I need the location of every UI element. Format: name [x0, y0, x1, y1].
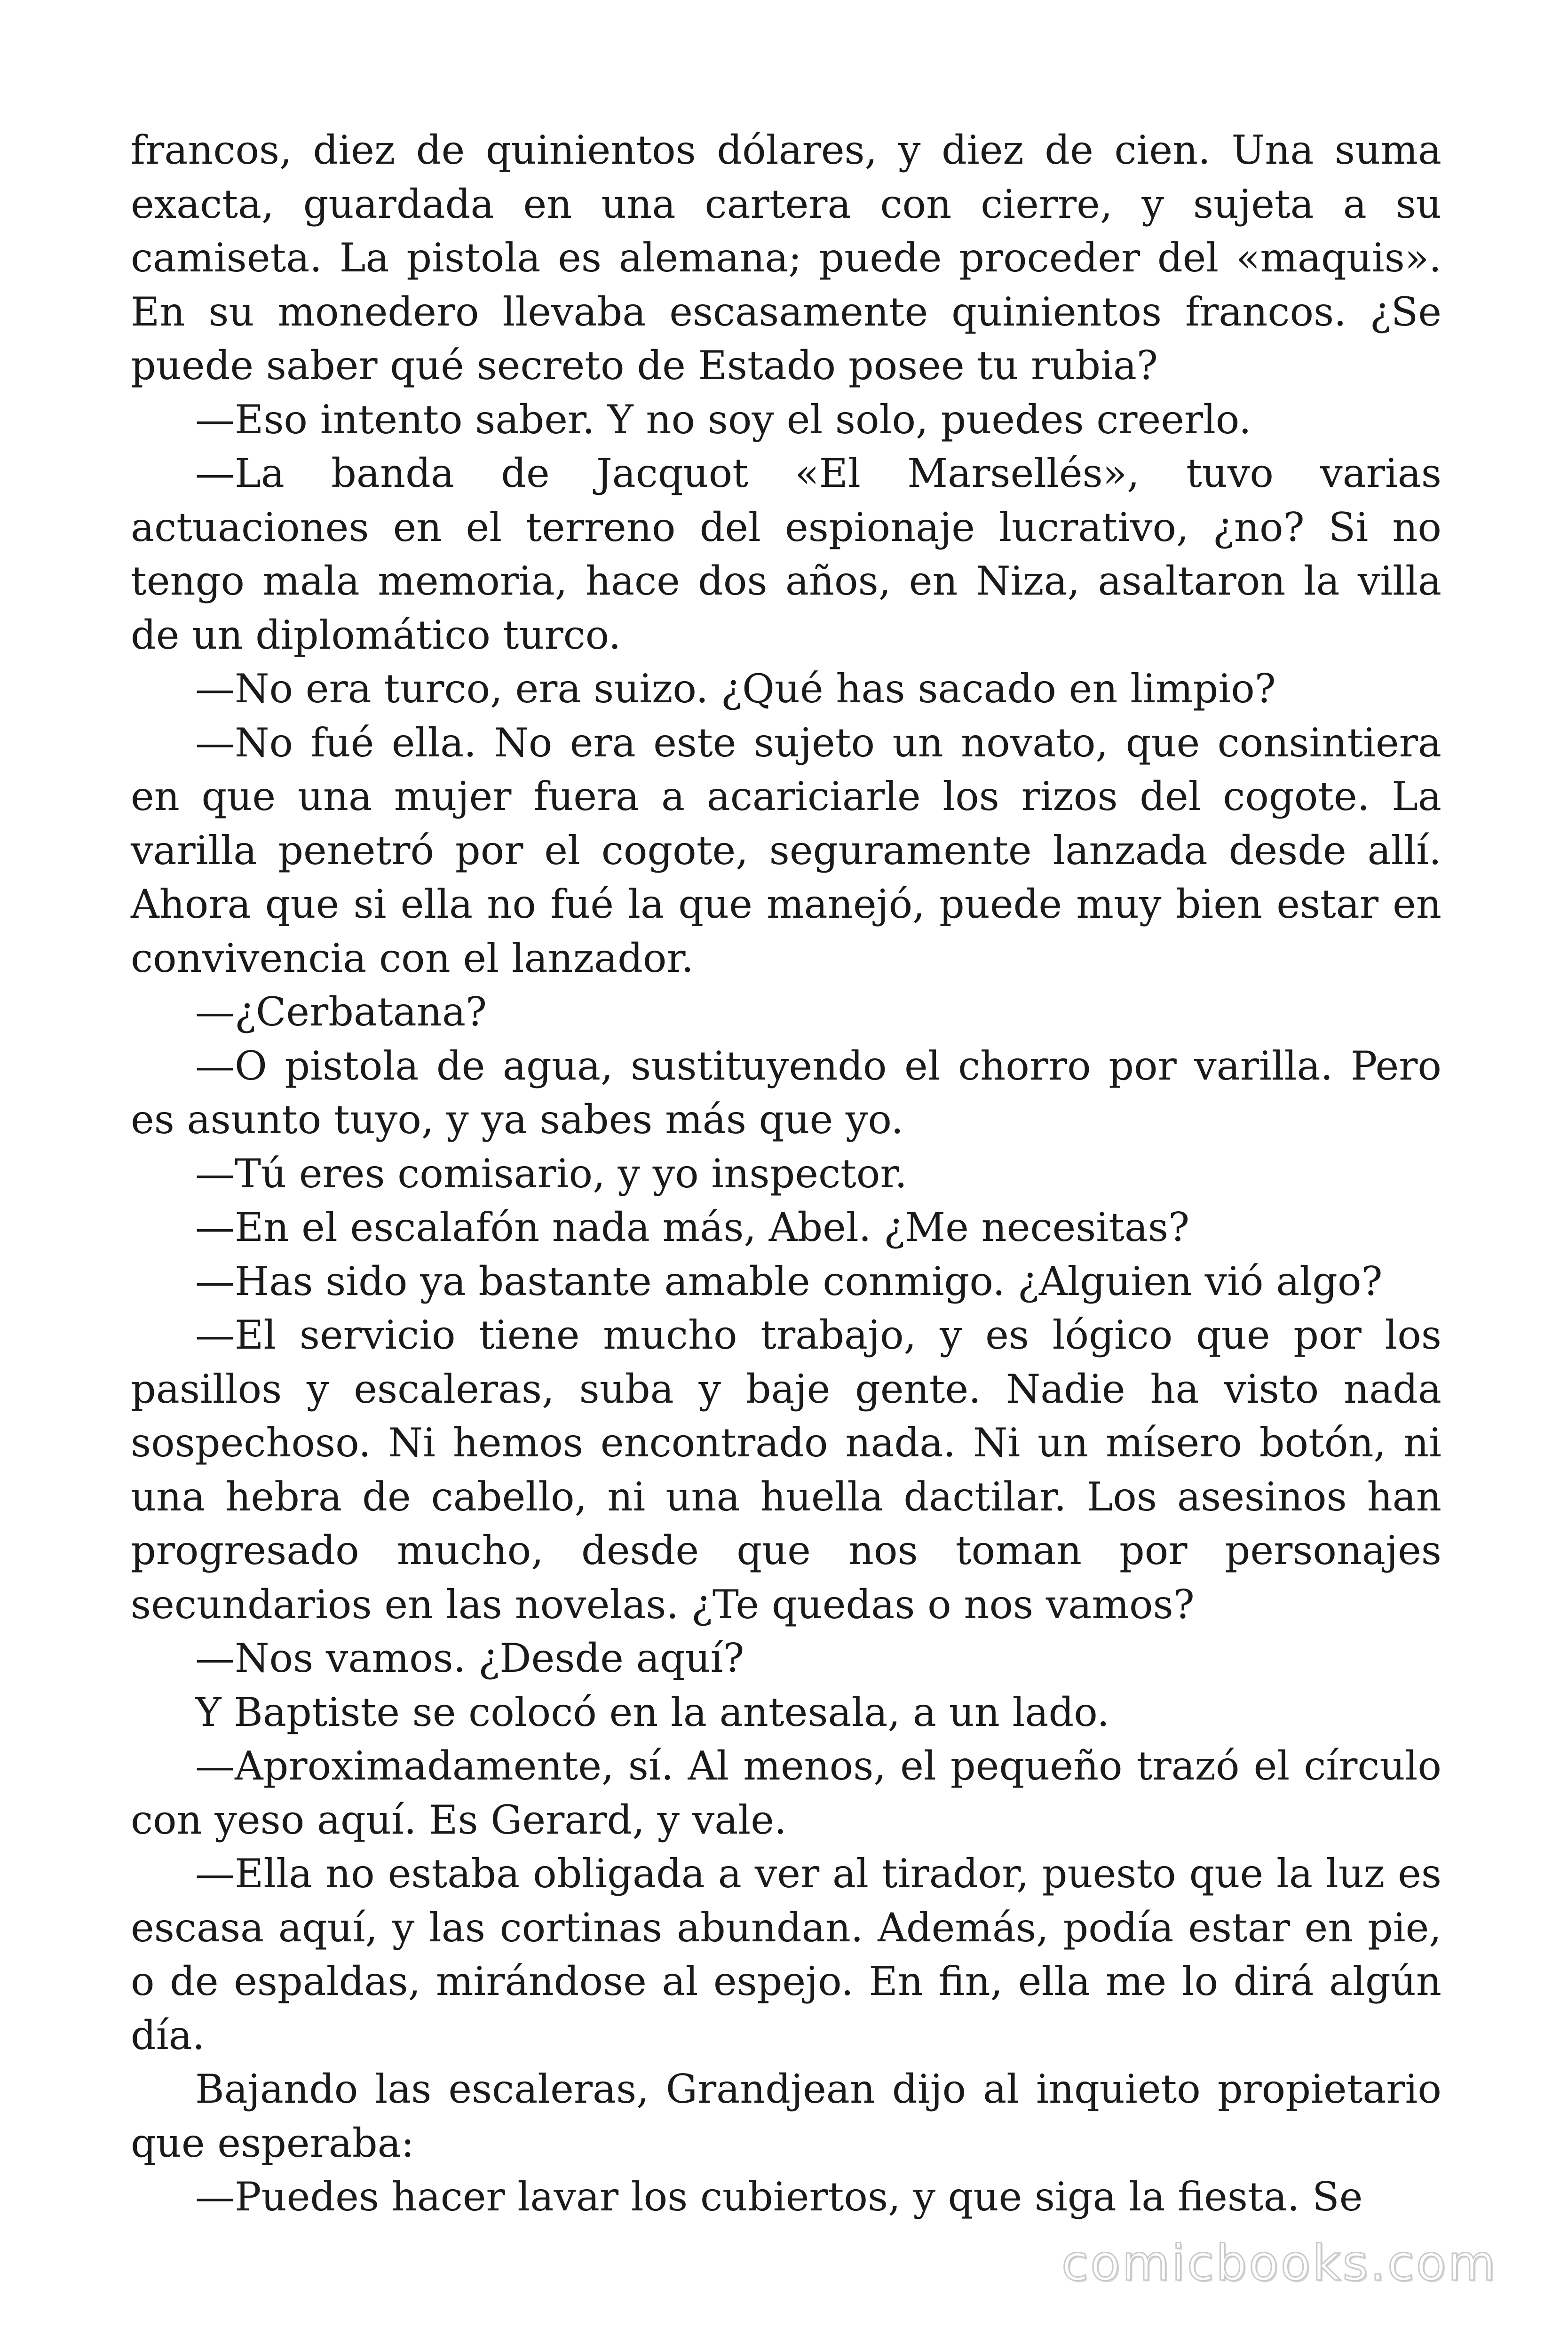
paragraph: —¿Cerbatana? — [195, 989, 487, 1035]
paragraph: —Nos vamos. ¿Desde aquí? — [195, 1635, 744, 1681]
paragraph: —No era turco, era suizo. ¿Qué has sacado en limpio? — [195, 666, 1276, 712]
paragraph: —El servicio tiene mucho trabajo, y es lógico que por los pasillos y escaleras, suba y baje gente. Nadie ha visto nada sospechoso. Ni hemos encontrado nada. Ni un mísero botón, ni una hebra de cabello, ni una huella dactilar. Los asesinos han progresado mucho, desde que nos toman por personajes secundarios en las novelas. ¿Te quedas o nos vamos? — [131, 1312, 1441, 1628]
watermark: comicbooks.com — [1061, 2234, 1497, 2292]
paragraph: —Eso intento saber. Y no soy el solo, puedes creerlo. — [195, 396, 1251, 443]
paragraph: —La banda de Jacquot «El Marsellés», tuvo varias actuaciones en el terreno del espionaje lucrativo, ¿no? Si no tengo mala memoria, hace dos años, en Niza, asaltaron la villa de un diplomático turco. — [131, 450, 1441, 658]
paragraph: —No fué ella. No era este sujeto un novato, que consintiera en que una mujer fuera a acariciarle los rizos del cogote. La varilla penetró por el cogote, seguramente lanzada desde allí. Ahora que si ella no fué la que manejó, puede muy bien estar en convivencia con el lanzador. — [131, 719, 1441, 981]
paragraph: —O pistola de agua, sustituyendo el chorro por varilla. Pero es asunto tuyo, y ya sabes más que yo. — [131, 1042, 1441, 1143]
paragraph: —En el escalafón nada más, Abel. ¿Me necesitas? — [195, 1204, 1190, 1250]
paragraph: —Ella no estaba obligada a ver al tirador, puesto que la luz es escasa aquí, y las cortinas abundan. Además, podía estar en pie, o de espaldas, mirándose al espejo. En fin, ella me lo dirá algún día. — [131, 1851, 1441, 2058]
paragraph: francos, diez de quinientos dólares, y diez de cien. Una suma exacta, guardada en una cartera con cierre, y sujeta a su camiseta. La pistola es alemana; puede proceder del «maquis». En su monedero llevaba escasamente quinientos francos. ¿Se puede saber qué secreto de Estado posee tu rubia? — [131, 127, 1441, 389]
paragraph: Y Baptiste se colocó en la antesala, a un lado. — [195, 1689, 1110, 1735]
body-text — [131, 123, 1441, 2224]
paragraph: —Aproximadamente, sí. Al menos, el pequeño trazó el círculo con yeso aquí. Es Gerard, y vale. — [131, 1743, 1441, 1843]
paragraph: Bajando las escaleras, Grandjean dijo al inquieto propietario que esperaba: — [131, 2066, 1441, 2166]
paragraph: —Puedes hacer lavar los cubiertos, y que siga la fiesta. Se — [195, 2174, 1363, 2220]
paragraph: —Tú eres comisario, y yo inspector. — [195, 1150, 907, 1197]
paragraph: —Has sido ya bastante amable conmigo. ¿Alguien vió algo? — [195, 1258, 1383, 1304]
